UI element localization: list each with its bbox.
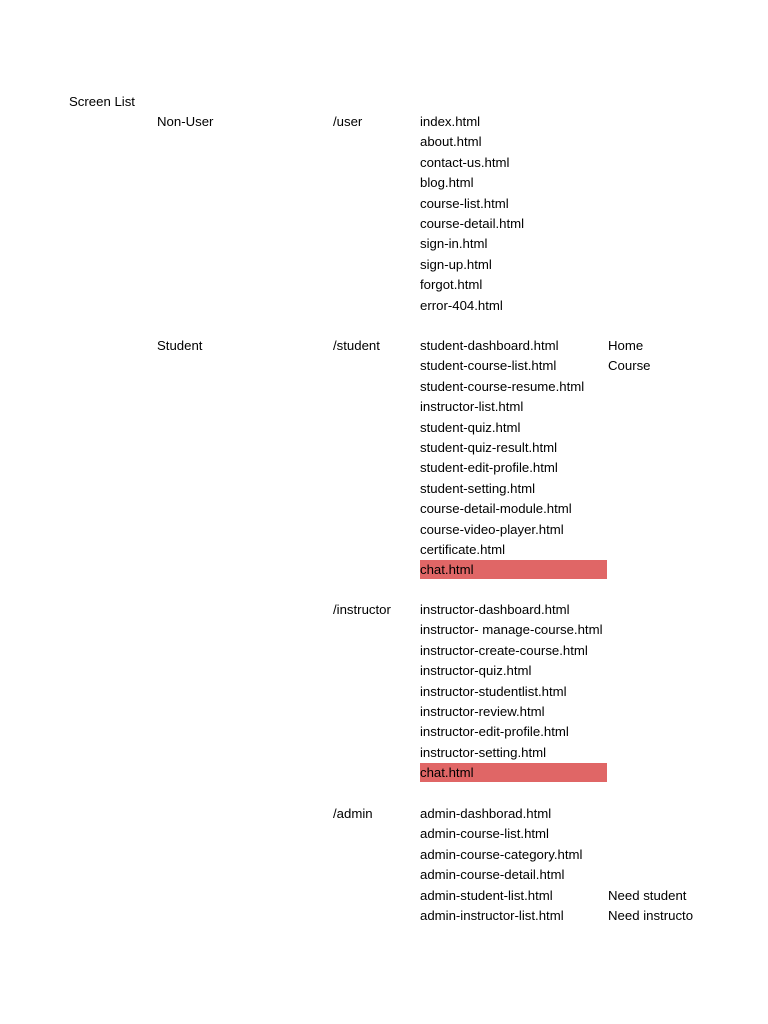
file-cell: student-setting.html: [420, 481, 536, 496]
section-role: Student: [157, 338, 203, 353]
file-cell: contact-us.html: [420, 155, 510, 170]
file-cell: student-course-list.html: [420, 358, 557, 373]
file-cell: instructor-setting.html: [420, 745, 547, 760]
note-cell: Need instructo: [608, 908, 694, 923]
file-cell: instructor-quiz.html: [420, 663, 532, 678]
section-path: /admin: [333, 806, 373, 821]
file-cell: admin-dashborad.html: [420, 806, 552, 821]
file-cell: admin-course-detail.html: [420, 867, 565, 882]
file-cell: instructor-create-course.html: [420, 643, 588, 658]
file-cell: instructor-dashboard.html: [420, 602, 570, 617]
section-path: /student: [333, 338, 380, 353]
file-cell: student-quiz.html: [420, 420, 521, 435]
section-path: /instructor: [333, 602, 391, 617]
file-cell: about.html: [420, 134, 482, 149]
file-cell: instructor-edit-profile.html: [420, 724, 569, 739]
file-cell: sign-up.html: [420, 257, 492, 272]
note-cell: Need student: [608, 888, 687, 903]
file-cell: student-quiz-result.html: [420, 440, 558, 455]
sheet-title: Screen List: [69, 94, 135, 109]
file-cell: admin-student-list.html: [420, 888, 553, 903]
section-role: Non-User: [157, 114, 214, 129]
file-cell: admin-course-list.html: [420, 826, 549, 841]
file-cell: course-detail.html: [420, 216, 525, 231]
file-cell: student-dashboard.html: [420, 338, 559, 353]
file-cell: admin-instructor-list.html: [420, 908, 564, 923]
file-cell: course-video-player.html: [420, 522, 564, 537]
file-cell: course-detail-module.html: [420, 501, 572, 516]
file-cell: course-list.html: [420, 196, 509, 211]
file-cell: forgot.html: [420, 277, 483, 292]
file-cell: instructor- manage-course.html: [420, 622, 603, 637]
file-cell: sign-in.html: [420, 236, 488, 251]
file-cell: student-edit-profile.html: [420, 460, 558, 475]
file-cell: instructor-list.html: [420, 399, 524, 414]
file-cell: instructor-review.html: [420, 704, 545, 719]
file-cell: blog.html: [420, 175, 474, 190]
highlighted-file-cell: chat.html: [420, 560, 607, 579]
note-cell: Course: [608, 358, 651, 373]
file-cell: student-course-resume.html: [420, 379, 585, 394]
file-cell: admin-course-category.html: [420, 847, 583, 862]
note-cell: Home: [608, 338, 644, 353]
file-cell: error-404.html: [420, 298, 503, 313]
file-cell: instructor-studentlist.html: [420, 684, 567, 699]
section-path: /user: [333, 114, 363, 129]
file-cell: certificate.html: [420, 542, 506, 557]
highlighted-file-cell: chat.html: [420, 763, 607, 782]
file-cell: index.html: [420, 114, 481, 129]
